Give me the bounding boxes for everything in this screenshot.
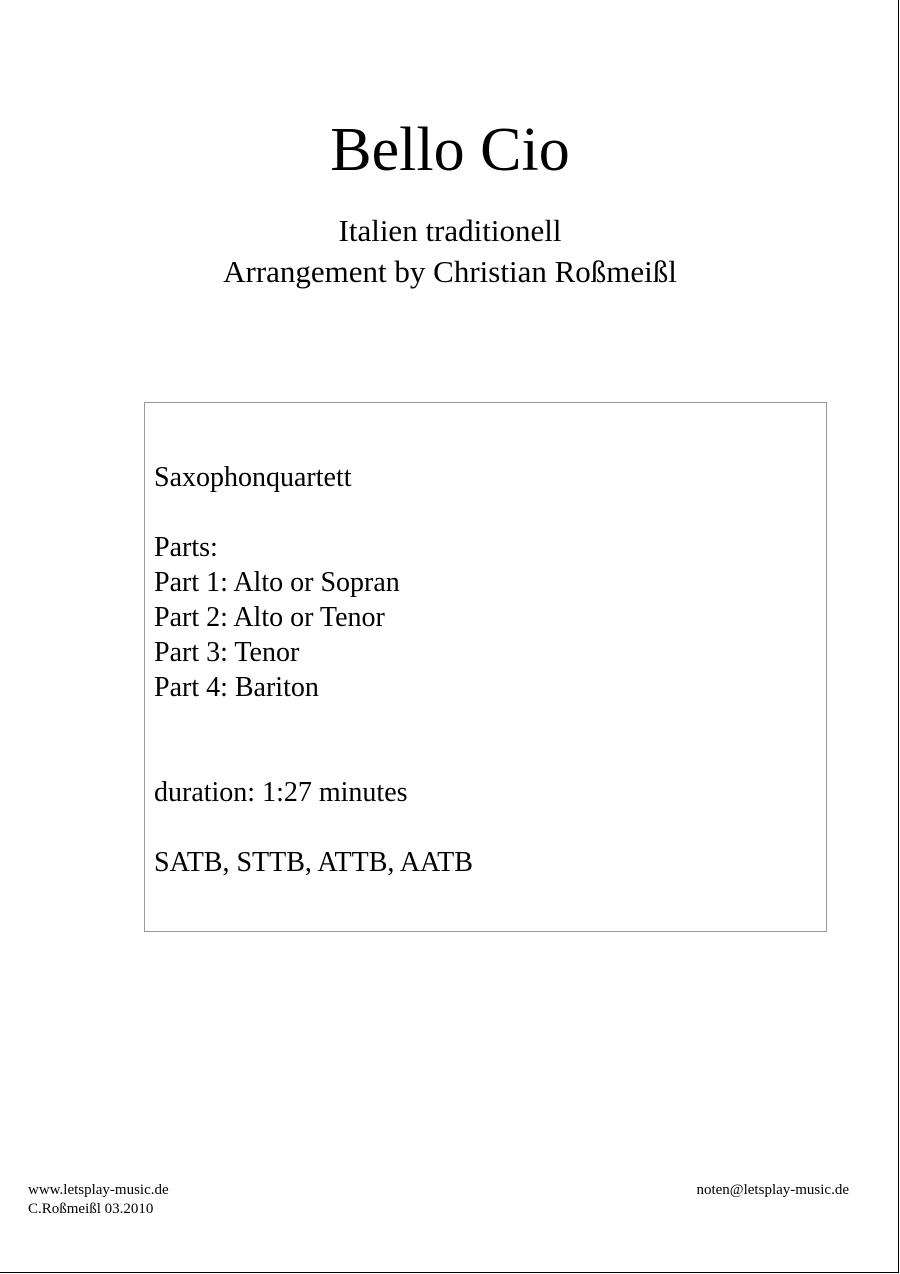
email-link[interactable]: noten@letsplay-music.de xyxy=(696,1182,849,1198)
part-4: Part 4: Bariton xyxy=(154,672,319,703)
part-1: Part 1: Alto or Sopran xyxy=(154,567,400,598)
website-link[interactable]: www.letsplay-music.de xyxy=(28,1182,169,1198)
page-title: Bello Cio xyxy=(330,116,570,184)
info-box xyxy=(144,402,827,932)
part-3: Part 3: Tenor xyxy=(154,637,300,668)
origin-subtitle: Italien traditionell xyxy=(338,213,562,248)
voicings-label: SATB, STTB, ATTB, AATB xyxy=(154,847,473,878)
ensemble-label: Saxophonquartett xyxy=(154,462,352,493)
parts-heading: Parts: xyxy=(154,532,218,563)
copyright-note: C.Roßmeißl 03.2010 xyxy=(28,1201,154,1217)
part-2: Part 2: Alto or Tenor xyxy=(154,602,385,633)
arranger-subtitle: Arrangement by Christian Roßmeißl xyxy=(223,254,677,289)
duration-label: duration: 1:27 minutes xyxy=(154,777,408,808)
